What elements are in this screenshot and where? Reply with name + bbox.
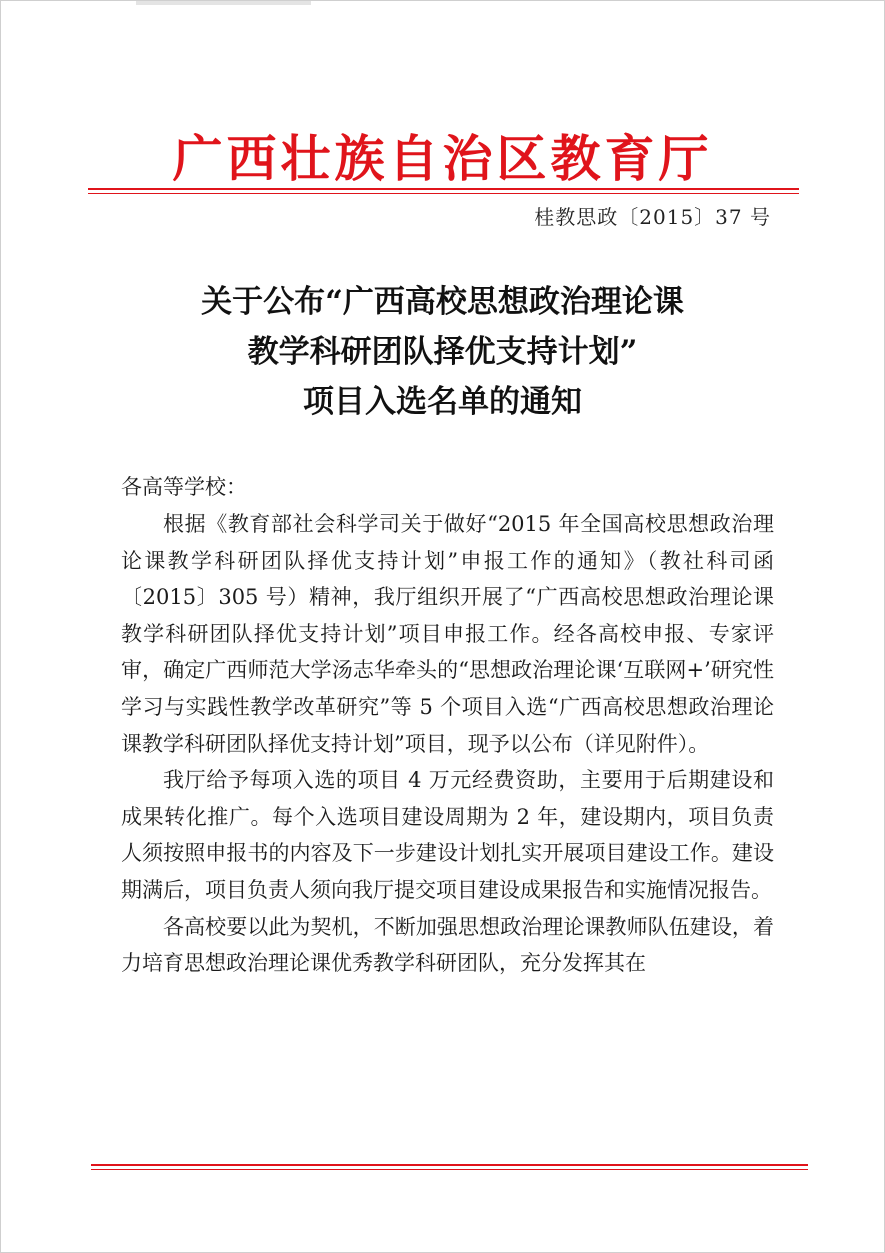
scan-artifact-strip — [136, 1, 311, 5]
notice-title-line-3: 项目入选名单的通知 — [303, 384, 582, 420]
body-paragraph-3: 各高校要以此为契机，不断加强思想政治理论课教师队伍建设，着力培育思想政治理论课优秀教学科研团队，充分发挥其在 — [121, 914, 774, 976]
header-red-rule — [88, 188, 799, 190]
notice-body — [121, 506, 774, 982]
notice-title-line-1: 关于公布“广西高校思想政治理论课 — [201, 284, 684, 320]
document-number: 桂教思政〔2015〕37 号 — [534, 205, 771, 229]
body-paragraph-1: 根据《教育部社会科学司关于做好“2015 年全国高校思想政治理论课教学科研团队择优支持计划”申报工作的通知》（教社科司函〔2015〕305 号）精神，我厅组织开展了“广西高校思想政治理论课教学科研团队择优支持计划”项目申报工作。经各高校申报、专家评审，确定广西师范大学汤志华牵头的“思想政治理论课‘互联网+’研究性学习与实践性教学改革研究”等 5 个项目入选“广西高校思想政治理论课教学科研团队择优支持计划”项目，现予以公布（详见附件）。 — [121, 512, 774, 756]
footer-red-rule — [91, 1164, 808, 1166]
notice-title — [1, 277, 884, 427]
footer-red-rule-thin — [91, 1169, 808, 1170]
header-red-rule-thin — [88, 193, 799, 194]
notice-title-line-2: 教学科研团队择优支持计划” — [247, 334, 638, 370]
body-paragraph-2: 我厅给予每项入选的项目 4 万元经费资助，主要用于后期建设和成果转化推广。每个入选项目建设周期为 2 年，建设期内，项目负责人须按照申报书的内容及下一步建设计划扎实开展项目建设工作。建设期满后，项目负责人须向我厅提交项目建设成果报告和实施情况报告。 — [121, 768, 774, 902]
issuing-authority-header: 广西壮族自治区教育厅 — [172, 129, 713, 188]
salutation: 各高等学校： — [121, 475, 247, 499]
